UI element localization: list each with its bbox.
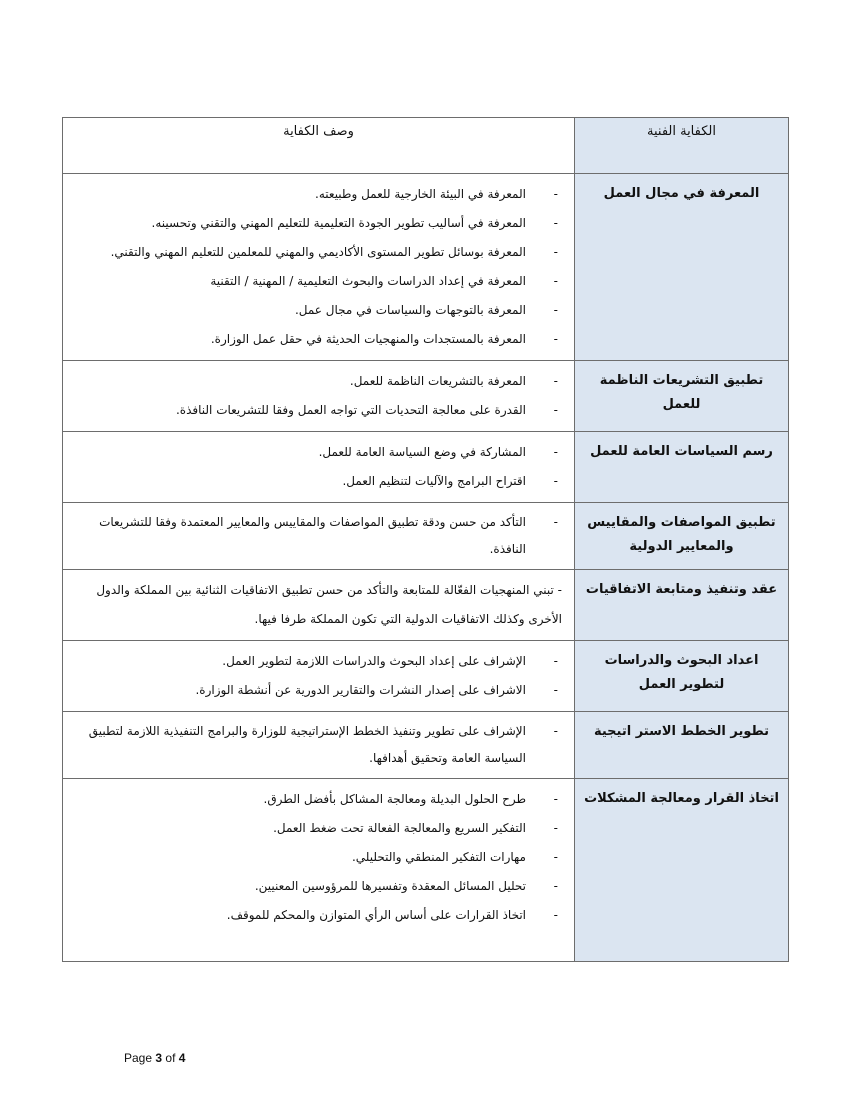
competency-description [63, 779, 575, 962]
competency-name: تطبيق المواصفات والمقاييس والمعايير الدولية [575, 503, 789, 570]
list-item: - المعرفة بالتوجهات والسياسات في مجال عمل. [294, 303, 558, 317]
competency-description [63, 432, 575, 503]
list-item: - الاشراف على إصدار النشرات والتقارير الدورية عن أنشطة الوزارة. [195, 683, 558, 697]
table-row [63, 712, 789, 779]
list-item: - الإشراف على تطوير وتنفيذ الخطط الإستراتيجية للوزارة والبرامج التنفيذية اللازمة لتطبيق السياسة العامة وتحقيق أهدافها. [88, 724, 558, 765]
list-item: - المعرفة في إعداد الدراسات والبحوث التعليمية / المهنية / التقنية [210, 274, 558, 288]
table-row [63, 641, 789, 712]
list-item: - المعرفة في البيئة الخارجية للعمل وطبيعته. [315, 187, 558, 201]
table-row [63, 779, 789, 962]
list-item: - المعرفة بالتشريعات الناظمة للعمل. [349, 374, 558, 388]
table-row [63, 570, 789, 641]
page-number: Page 3 of 4 [124, 1051, 186, 1065]
list-item: - مهارات التفكير المنطقي والتحليلي. [351, 850, 558, 864]
header-competency: الكفاية الفنية [575, 118, 789, 174]
competency-name: المعرفة في مجال العمل [575, 174, 789, 361]
competency-name: تطوير الخطط الاستر اتيجية [575, 712, 789, 779]
list-item: - القدرة على معالجة التحديات التي تواجه العمل وفقا للتشريعات النافذة. [175, 403, 558, 417]
competency-name: اتخاذ القرار ومعالجة المشكلات [575, 779, 789, 962]
competency-description [63, 174, 575, 361]
competency-description [63, 712, 575, 779]
table-row [63, 503, 789, 570]
list-item: - طرح الحلول البديلة ومعالجة المشاكل بأفضل الطرق. [263, 792, 558, 806]
table-row [63, 361, 789, 432]
list-item: - اقتراح البرامج والآليات لتنظيم العمل. [342, 474, 558, 488]
list-item: - المعرفة بالمستجدات والمنهجيات الحديثة في حقل عمل الوزارة. [210, 332, 558, 346]
description-text: - تبني المنهجيات الفعّالة للمتابعة والتأكد من حسن تطبيق الاتفاقيات الثنائية بين المملكة والدول الأخرى وكذلك الاتفاقيات الدولية التي تكون المملكة طرفا فيها. [96, 583, 562, 626]
competency-description [63, 570, 575, 641]
competency-description [63, 503, 575, 570]
list-item: - تحليل المسائل المعقدة وتفسيرها للمرؤوسين المعنيين. [254, 879, 558, 893]
competency-name: عقد وتنفيذ ومتابعة الاتفاقيات [575, 570, 789, 641]
list-item: - المشاركة في وضع السياسة العامة للعمل. [318, 445, 558, 459]
table-header-row [63, 118, 789, 174]
competency-name: تطبيق التشريعات الناظمة للعمل [575, 361, 789, 432]
competency-table [62, 117, 789, 962]
competency-name: رسم السياسات العامة للعمل [575, 432, 789, 503]
list-item: - التفكير السريع والمعالجة الفعالة تحت ضغط العمل. [273, 821, 558, 835]
competency-description [63, 641, 575, 712]
competency-description [63, 361, 575, 432]
list-item: - المعرفة بوسائل تطوير المستوى الأكاديمي والمهني للمعلمين للتعليم المهني والتقني. [110, 245, 558, 259]
table-row [63, 432, 789, 503]
competency-name: اعداد البحوث والدراسات لتطوير العمل [575, 641, 789, 712]
table-row [63, 174, 789, 361]
list-item: - المعرفة في أساليب تطوير الجودة التعليمية للتعليم المهني والتقني وتحسينه. [151, 216, 558, 230]
list-item: - التأكد من حسن ودقة تطبيق المواصفات والمقاييس والمعايير المعتمدة وفقا للتشريعات النافذة. [99, 515, 558, 556]
header-description: وصف الكفاية [63, 118, 575, 174]
list-item: - اتخاذ القرارات على أساس الرأي المتوازن والمحكم للموقف. [226, 908, 558, 922]
list-item: - الإشراف على إعداد البحوث والدراسات اللازمة لتطوير العمل. [222, 654, 558, 668]
